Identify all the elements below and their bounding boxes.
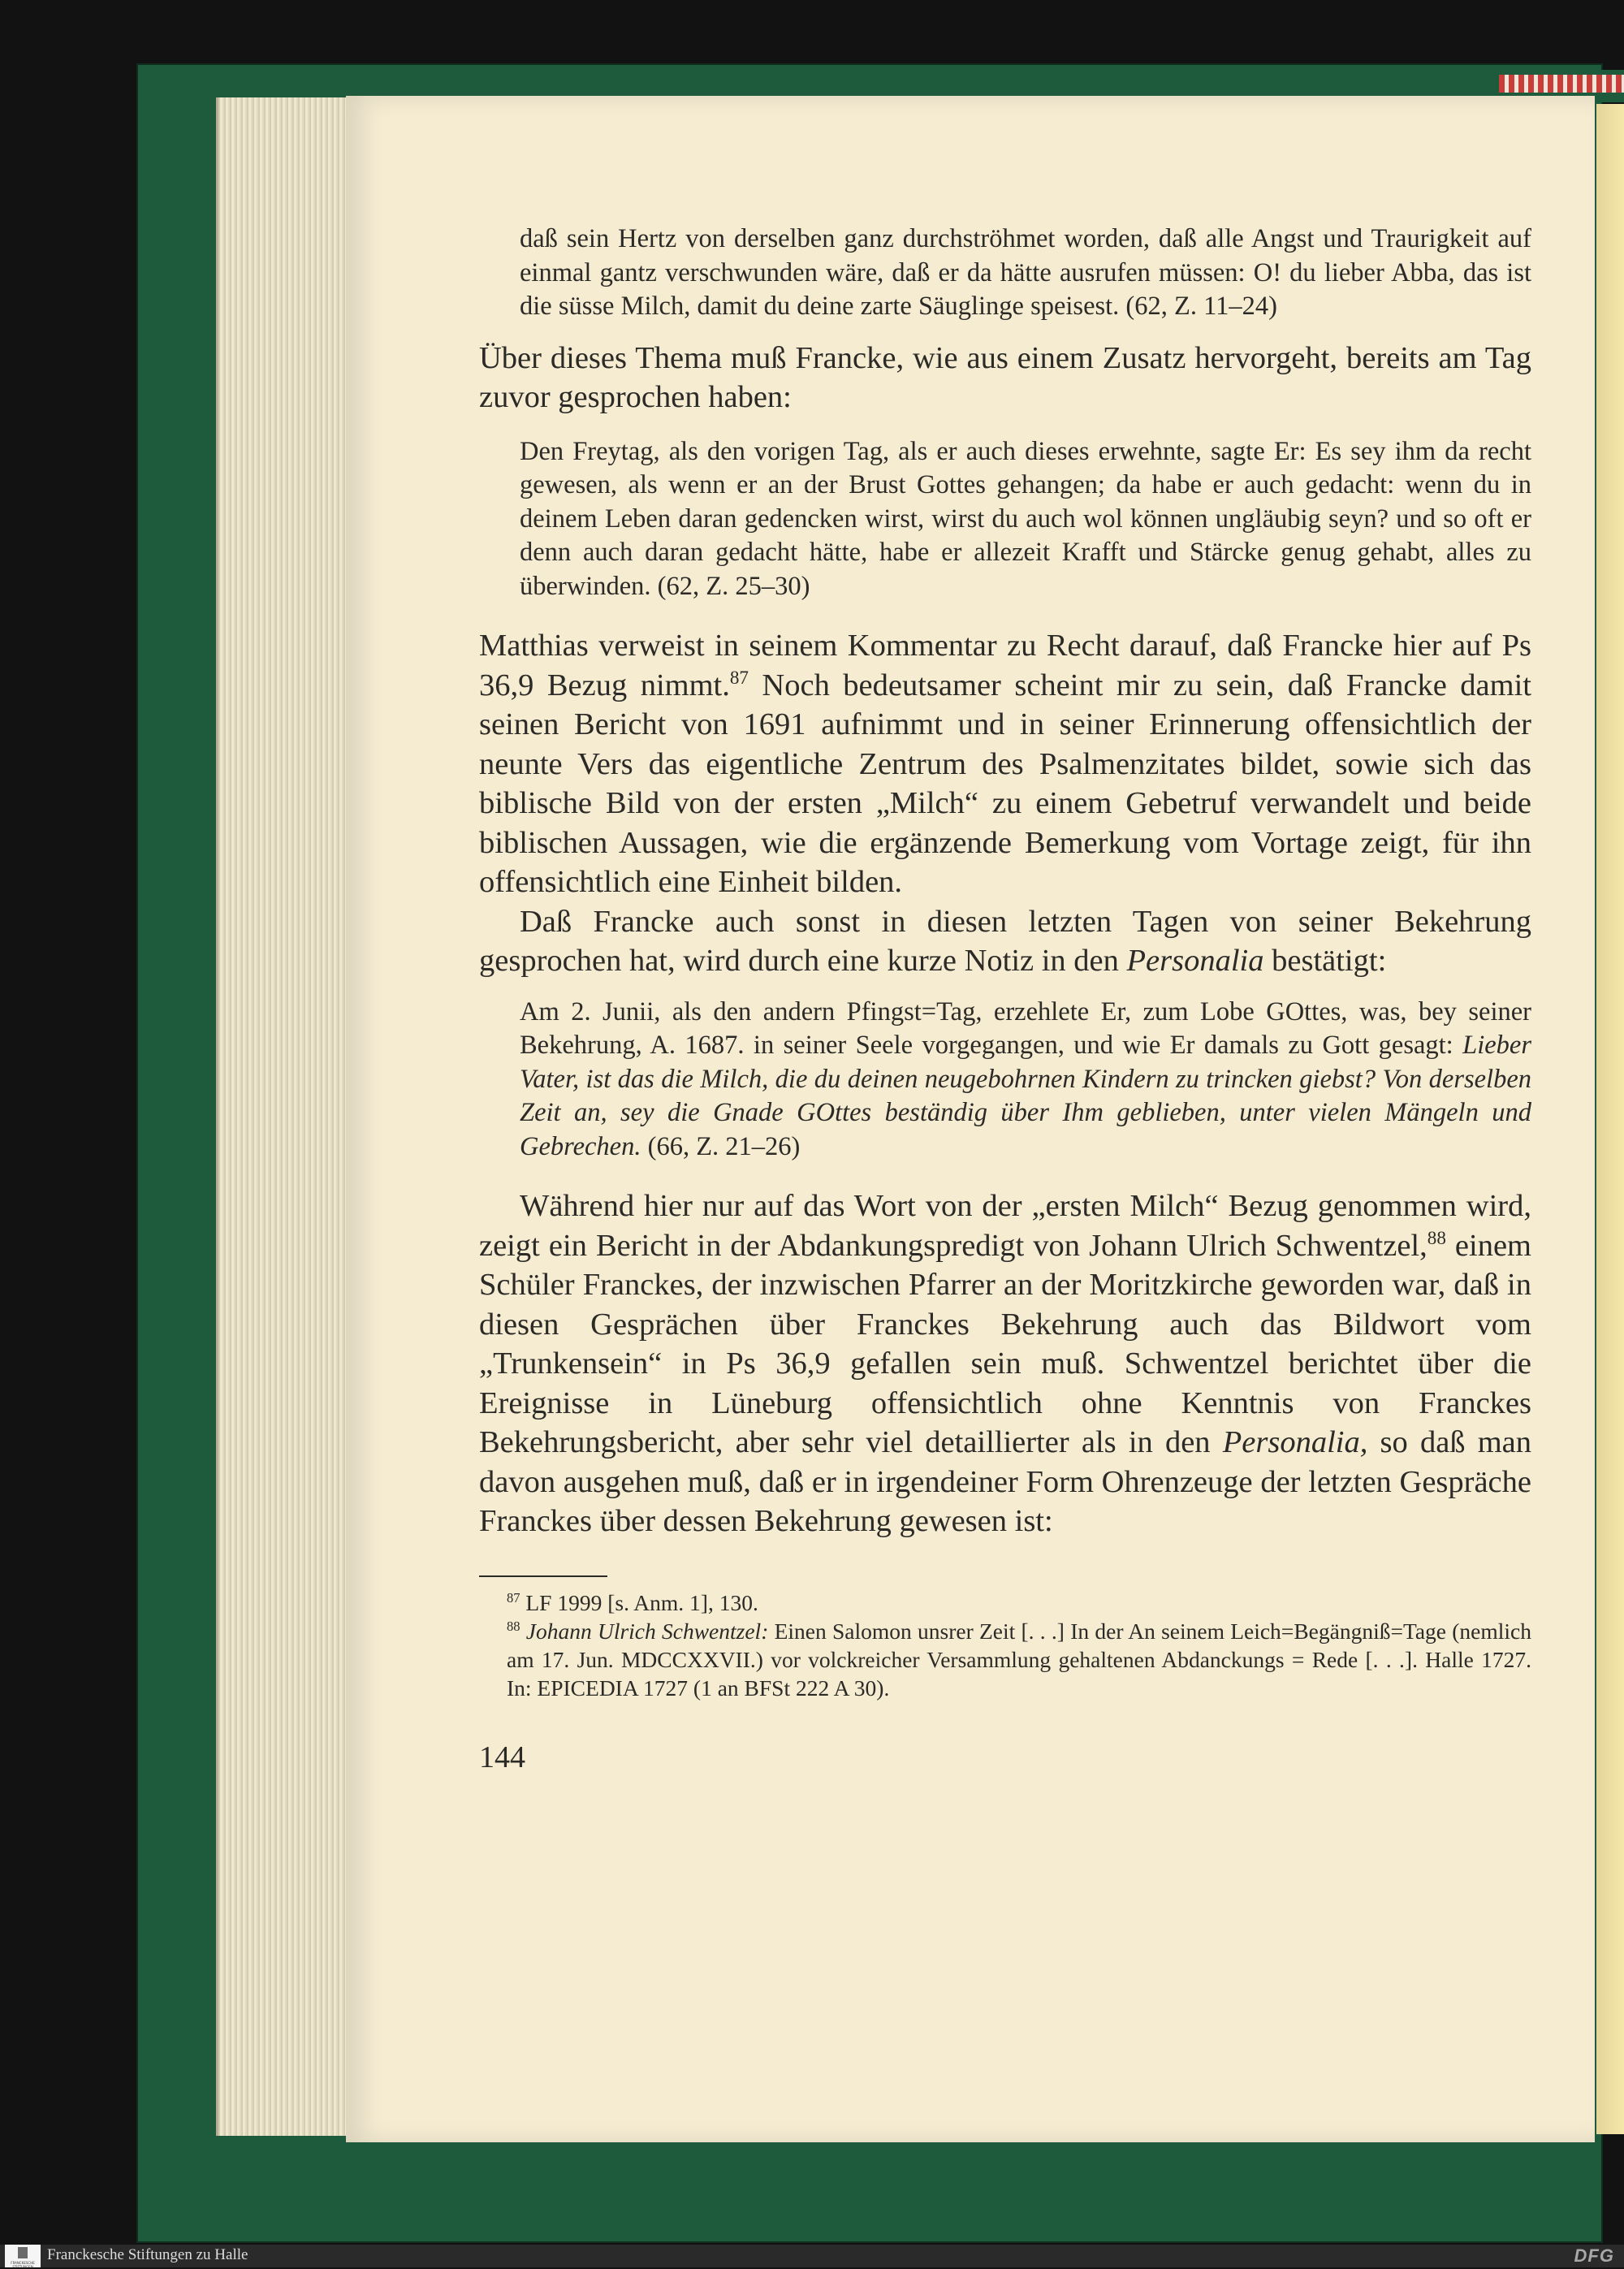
block-quote: Den Freytag, als den vorigen Tag, als er auch dieses erwehnte, sagte Er: Es sey ihm da recht gewesen, als wenn er an der Brust Gottes gehangen; da habe er auch gedacht: wenn du in deinem Leben daran gedencken wirst, wirst du auch wol können ungläubig seyn? und so oft er denn auch daran gedacht hätte, habe er allezeit Krafft und Stärcke genug gehabt, alles zu überwinden. (62, Z. 25–30)	[520, 436, 1531, 601]
text-run: Während hier nur auf das Wort von der „ersten Milch“ Bezug genommen wird, zeigt ein Bericht in der Abdankungspredigt von Johann Ulrich Schwentzel,	[479, 1189, 1531, 1263]
footnote-ref-87[interactable]: 87	[729, 666, 749, 688]
footnote-author: Johann Ulrich Schwentzel:	[525, 1618, 769, 1644]
body-paragraph	[479, 626, 1531, 902]
logo-caption: FRANCKESCHE STIFTUNGEN	[11, 2261, 35, 2269]
footnote-number: 87	[507, 1589, 520, 1606]
institution-name: Franckesche Stiftungen zu Halle	[47, 2246, 248, 2263]
text-run: so daß man davon ausgehen muß, daß er in irgendeiner Form Ohrenzeuge der letzten Gespräche Franckes über dessen Bekehrung gewesen ist:	[479, 1425, 1531, 1538]
text-run: Am 2. Junii, als den andern Pfingst=Tag, erzehlete Er, zum Lobe GOttes, was, bey seiner Bekehrung, A. 1687. in seiner Seele vorgegangen, und wie Er damals zu Gott gesagt:	[520, 996, 1531, 1060]
footnote-ref-88[interactable]: 88	[1427, 1226, 1446, 1248]
footnote-text: LF 1999 [s. Anm. 1], 130.	[520, 1589, 758, 1615]
body-paragraph	[479, 902, 1531, 981]
page-fore-edge	[216, 97, 350, 2136]
italic-title: Personalia	[1126, 944, 1264, 978]
text-run: Daß Francke auch sonst in diesen letzten Tagen von seiner Bekehrung gesprochen hat, wird durch eine kurze Notiz in den	[479, 904, 1531, 978]
page-text	[479, 223, 1531, 1775]
footnote-88	[479, 1617, 1531, 1702]
text-run: einem Schüler Franckes, der inzwischen Pfarrer an der Moritzkirche geworden war, daß in diesen Gesprächen über Franckes Bekehrung auch das Bildwort vom „Trunkensein“ in Ps 36,9 gefallen sein muß. Schwentzel berichtet über die Ereignisse in Lüneburg offensichtlich ohne Kenntnis von Franckes Bekehrungsbericht, aber sehr viel detaillierter als in den	[479, 1228, 1532, 1459]
body-paragraph: Über dieses Thema muß Francke, wie aus einem Zusatz hervorgeht, bereits am Tag zuvor gesprochen haben:	[479, 340, 1531, 414]
headband	[1499, 75, 1624, 93]
italic-title: Personalia,	[1222, 1425, 1368, 1459]
footnote-number: 88	[507, 1618, 520, 1634]
footnote-divider	[479, 1575, 607, 1577]
footnote-text: Einen Salomon unsrer Zeit [. . .] In der An seinem Leich=Begängniß=Tage (nemlich am 17. Jun. MDCCXXVII.) vor volckreicher Versammlung gehaltenen Abdanckungs = Rede [. . .]. Halle 1727. In: EPICEDIA 1727 (1 an BFSt 222 A 30).	[507, 1618, 1531, 1701]
block-quote	[479, 996, 1531, 1165]
text-run: bestätigt:	[1263, 944, 1387, 978]
footnote-87	[479, 1588, 1531, 1617]
right-page-edge	[1596, 104, 1624, 2134]
italic-quote: Lieber Vater, ist das die Milch, die du deinen neugebohrnen Kindern zu trincken giebst? Von derselben Zeit an, sey die Gnade GOttes beständig über Ihm geblieben, unter vielen Mängeln und Gebrechen.	[520, 1031, 1531, 1161]
text-run: Matthias verweist in seinem Kommentar zu Recht darauf, daß Francke hier auf Ps 36,9 Bezug nimmt.	[479, 629, 1531, 702]
logo-emblem-icon	[18, 2247, 28, 2258]
body-paragraph	[479, 1186, 1531, 1541]
dfg-logo: DFG	[1574, 2245, 1614, 2266]
text-run: Noch bedeutsamer scheint mir zu sein, daß Francke damit seinen Bericht von 1691 aufnimmt und in seiner Erinnerung offensichtlich der neunte Vers das eigentliche Zentrum des Psalmenzitates bildet, sowie sich das biblische Bild von der ersten „Milch“ zu einem Gebetruf verwandelt und beide biblischen Aussagen, wie die ergänzende Bemerkung vom Vortage zeigt, für ihn offensichtlich eine Einheit bilden.	[479, 668, 1531, 899]
block-quote-continued: daß sein Hertz von derselben ganz durchströhmet worden, daß alle Angst und Traurigkeit auf einmal gantz verschwunden wäre, daß er da hätte ausrufen müssen: O! du lieber Abba, das ist die süsse Milch, damit du deine zarte Säuglinge speisest. (62, Z. 11–24)	[520, 224, 1531, 321]
page-number: 144	[479, 1740, 525, 1774]
text-run: (66, Z. 21–26)	[641, 1131, 801, 1161]
